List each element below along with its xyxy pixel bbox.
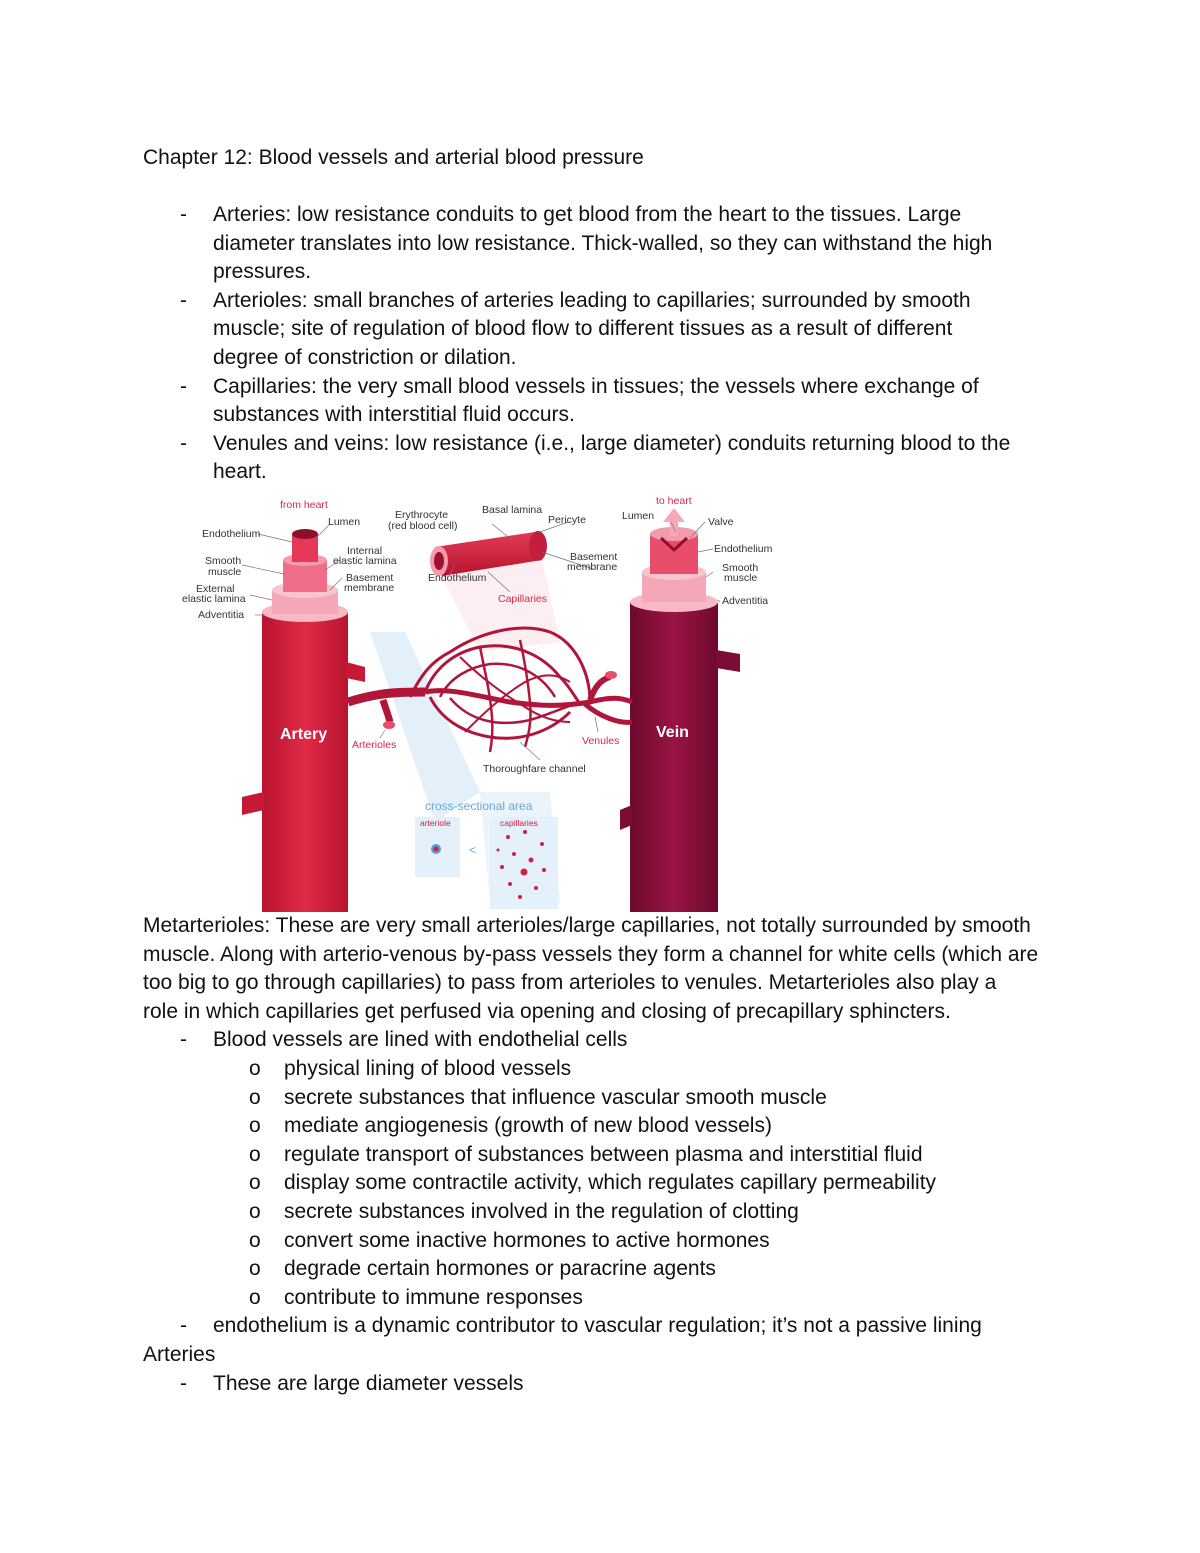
label-capillary-basement: Basement <box>570 551 618 563</box>
label-capillary-basement-2: membrane <box>567 561 618 573</box>
label-cs-less-than: < <box>469 843 477 857</box>
label-vein: Vein <box>656 724 689 741</box>
label-artery-lumen: Lumen <box>328 516 361 528</box>
list-line: Capillaries: the very small blood vessels in tissues; the vessels where exchange of <box>213 374 979 398</box>
list-item-endothelial <box>143 1026 1068 1055</box>
venule-cut-end <box>605 671 617 679</box>
list-line: Arteries: low resistance conduits to get blood from the heart to the tissues. Large <box>213 203 962 226</box>
label-pericyte: Pericyte <box>548 514 586 526</box>
label-vein-smooth-muscle-2: muscle <box>724 572 758 584</box>
sub-list-item <box>143 1055 1068 1084</box>
label-vein-smooth-muscle: Smooth <box>722 562 759 574</box>
label-internal-lamina: Internal <box>347 545 383 557</box>
list-item-capillaries <box>143 373 1063 430</box>
label-thoroughfare: Thoroughfare channel <box>483 763 586 775</box>
sub-list-text: mediate angiogenesis (growth of new blood vessels) <box>284 1114 772 1138</box>
label-valve: Valve <box>708 516 734 528</box>
blood-vessel-diagram <box>180 492 800 912</box>
bullet-circle-icon: o <box>249 1114 261 1138</box>
list-dash: - <box>180 1371 187 1395</box>
list-line: diameter translates into low resistance. Thick-walled, so they can withstand the high <box>213 231 993 255</box>
bullet-circle-icon: o <box>249 1228 261 1252</box>
list-text: Blood vessels are lined with endothelial cells <box>213 1028 628 1052</box>
sub-list-text: secrete substances that influence vascular smooth muscle <box>284 1085 827 1109</box>
list-line: pressures. <box>213 260 312 284</box>
list-line: heart. <box>213 460 267 484</box>
sub-list-text: degrade certain hormones or paracrine agents <box>284 1257 716 1281</box>
bullet-circle-icon: o <box>249 1257 261 1281</box>
sub-list-text: contribute to immune responses <box>284 1285 583 1309</box>
sub-list-item <box>143 1169 1068 1198</box>
list-item-arteries <box>143 201 1063 287</box>
sub-list-item <box>143 1141 1068 1170</box>
sub-list-text: secrete substances involved in the regulation of clotting <box>284 1199 799 1223</box>
vessel-list <box>143 201 1063 487</box>
label-vein-endothelium: Endothelium <box>714 543 773 555</box>
list-dash: - <box>180 288 187 312</box>
list-dash: - <box>180 1028 187 1052</box>
page-title: Chapter 12: Blood vessels and arterial blood pressure <box>143 146 644 169</box>
sub-list-text: physical lining of blood vessels <box>284 1056 572 1080</box>
sub-list-text: regulate transport of substances between plasma and interstitial fluid <box>284 1142 923 1166</box>
list-text: These are large diameter vessels <box>213 1371 524 1395</box>
list-line: muscle; site of regulation of blood flow to different tissues as a result of different <box>213 317 953 341</box>
list-item-endothelium-dynamic <box>143 1312 1068 1341</box>
list-line: Venules and veins: low resistance (i.e., large diameter) conduits returning blood to the <box>213 431 1011 455</box>
paragraph-line: too big to go through capillaries) to pass from arterioles to venules. Metarterioles also play a <box>143 971 997 995</box>
sub-list-item <box>143 1284 1068 1313</box>
label-artery-adventitia: Adventitia <box>198 609 245 621</box>
sub-list-text: display some contractile activity, which regulates capillary permeability <box>284 1171 937 1195</box>
label-capillary-endothelium: Endothelium <box>428 572 487 584</box>
label-external-lamina: External <box>196 583 235 595</box>
list-item-large-diameter <box>143 1370 1068 1399</box>
arteriole-cut-end <box>383 721 395 729</box>
label-cross-section: cross-sectional area <box>425 799 533 813</box>
label-capillaries: Capillaries <box>498 593 548 605</box>
list-item-arterioles <box>143 287 1063 373</box>
label-erythrocyte-2: (red blood cell) <box>388 520 458 532</box>
sub-list-item <box>143 1084 1068 1113</box>
bullet-circle-icon: o <box>249 1285 261 1309</box>
label-internal-lamina-2: elastic lamina <box>333 555 397 567</box>
label-basal-lamina: Basal lamina <box>482 504 543 516</box>
bullet-circle-icon: o <box>249 1142 261 1166</box>
label-artery-smooth-muscle-2: muscle <box>208 566 242 578</box>
label-external-lamina-2: elastic lamina <box>182 593 246 605</box>
label-artery-basement: Basement <box>346 572 394 584</box>
label-cs-arteriole: arteriole <box>420 818 451 828</box>
label-arterioles: Arterioles <box>352 739 397 751</box>
paragraph-line: muscle. Along with arterio-venous by-pass vessels they form a channel for white cells (which are <box>143 942 1039 966</box>
list-line: substances with interstitial fluid occurs. <box>213 403 575 427</box>
label-cs-capillaries: capillaries <box>500 818 538 828</box>
list-dash: - <box>180 203 187 226</box>
list-line: Arterioles: small branches of arteries leading to capillaries; surrounded by smooth <box>213 288 971 312</box>
sub-list-text: convert some inactive hormones to active hormones <box>284 1228 770 1252</box>
sub-list-item <box>143 1112 1068 1141</box>
label-artery-endothelium: Endothelium <box>202 528 261 540</box>
label-venules: Venules <box>582 735 620 747</box>
section-heading-arteries: Arteries <box>143 1342 216 1366</box>
endothelial-function-list <box>143 1055 1068 1312</box>
bullet-circle-icon: o <box>249 1085 261 1109</box>
label-vein-lumen: Lumen <box>622 510 655 522</box>
label-vein-adventitia: Adventitia <box>722 595 769 607</box>
list-item-veins <box>143 430 1063 487</box>
list-dash: - <box>180 431 187 455</box>
label-erythrocyte: Erythrocyte <box>395 509 449 521</box>
bullet-circle-icon: o <box>249 1199 261 1223</box>
paragraph-line: role in which capillaries get perfused via opening and closing of precapillary sphincters. <box>143 999 951 1023</box>
label-artery-smooth-muscle: Smooth <box>205 555 242 567</box>
sub-list-item <box>143 1255 1068 1284</box>
list-line: degree of constriction or dilation. <box>213 345 517 369</box>
list-text: endothelium is a dynamic contributor to vascular regulation; it’s not a passive lining <box>213 1314 982 1338</box>
sub-list-item <box>143 1227 1068 1256</box>
sub-list-item <box>143 1198 1068 1227</box>
paragraph-line: Metarterioles: These are very small arterioles/large capillaries, not totally surrounded by smooth <box>143 914 1031 937</box>
label-artery: Artery <box>280 726 328 743</box>
label-to-heart: to heart <box>656 495 692 507</box>
list-dash: - <box>180 1314 187 1338</box>
metarterioles-section <box>143 912 1068 1398</box>
bullet-circle-icon: o <box>249 1056 261 1080</box>
label-artery-basement-2: membrane <box>344 582 395 594</box>
label-from-heart: from heart <box>280 499 328 511</box>
bullet-circle-icon: o <box>249 1171 261 1195</box>
list-dash: - <box>180 374 187 398</box>
